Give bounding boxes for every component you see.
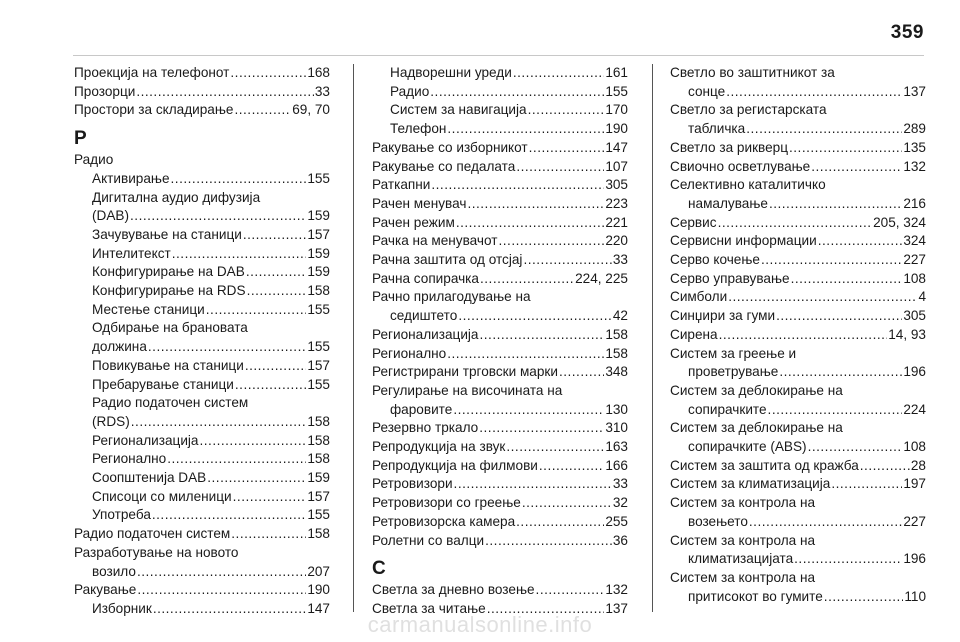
- index-entry-page: 161: [605, 65, 628, 80]
- index-entry: [74, 83, 330, 102]
- index-entry-page: 159: [307, 208, 330, 224]
- index-entry-text: проветрување: [688, 364, 779, 380]
- index-entry-page: 147: [605, 139, 628, 155]
- index-entry: [670, 120, 926, 139]
- leader-dots: [447, 120, 604, 139]
- index-entry-page: 163: [605, 439, 628, 455]
- index-entry-page: 197: [903, 476, 926, 492]
- leader-dots: [230, 64, 306, 83]
- leader-dots: [718, 214, 873, 233]
- index-entry-text: Ракување: [74, 582, 137, 598]
- index-entry-text: Светло за рикверц: [670, 139, 788, 155]
- leader-dots: [499, 232, 605, 251]
- index-entry-page: 207: [307, 563, 330, 579]
- index-entry-page: 132: [903, 158, 926, 174]
- index-entry: [74, 263, 330, 282]
- index-entry-page: 155: [307, 376, 330, 392]
- index-entry: [372, 101, 628, 120]
- index-entry: [74, 207, 330, 226]
- leader-dots: [430, 83, 604, 102]
- leader-dots: [431, 176, 604, 195]
- index-entry-page: 190: [307, 582, 330, 598]
- index-entry: [74, 170, 330, 189]
- leader-dots: [726, 83, 902, 102]
- index-entry: [670, 158, 926, 177]
- leader-dots: [231, 525, 306, 544]
- index-heading: Систем за деблокирање на: [670, 420, 843, 436]
- index-entry: [372, 64, 628, 83]
- index-entry-text: Рачна сопирачка: [372, 270, 479, 286]
- index-entry-text: притисокот во гумите: [688, 588, 823, 604]
- index-heading: Радио податочен систем: [92, 395, 249, 411]
- leader-dots: [243, 226, 306, 245]
- column-divider: [652, 64, 653, 612]
- leader-dots: [746, 120, 902, 139]
- index-entry: [372, 345, 628, 364]
- index-entry-page: 166: [605, 457, 628, 473]
- index-entry-text: должина: [92, 339, 147, 355]
- leader-dots: [516, 158, 604, 177]
- index-entry-text: Ретровизори: [372, 476, 453, 492]
- index-entry: [670, 326, 926, 345]
- index-entry-text: Употреба: [92, 507, 151, 523]
- index-heading: Систем за контрола на: [670, 532, 816, 548]
- leader-dots: [528, 101, 605, 120]
- index-entry-text: Серво кочење: [670, 252, 760, 268]
- index-entry-page: 33: [612, 252, 628, 268]
- index-column-3: [670, 64, 926, 606]
- index-heading: Разработување на новото: [74, 544, 239, 560]
- index-entry-page: 147: [307, 600, 330, 616]
- index-entry: [74, 469, 330, 488]
- leader-dots: [779, 363, 902, 382]
- leader-dots: [860, 457, 910, 476]
- leader-dots: [522, 494, 612, 513]
- index-entry-page: 159: [307, 264, 330, 280]
- leader-dots: [728, 288, 917, 307]
- leader-dots: [456, 214, 605, 233]
- leader-dots: [447, 345, 604, 364]
- index-entry: [372, 214, 628, 233]
- leader-dots: [167, 450, 306, 469]
- leader-dots: [200, 432, 307, 451]
- index-entry-page: 33: [314, 83, 330, 99]
- index-entry-page: 108: [903, 270, 926, 286]
- index-entry-text: Телефон: [390, 121, 447, 137]
- index-entry: [372, 232, 628, 251]
- index-entry-text: сопирачките (ABS): [688, 439, 807, 455]
- index-entry: [670, 457, 926, 476]
- index-entry-text: намалување: [688, 195, 768, 211]
- index-entry-page: 223: [605, 195, 628, 211]
- index-entry: [74, 432, 330, 451]
- index-entry-text: Светла за читање: [372, 600, 486, 616]
- index-heading: Селективно каталитичко: [670, 177, 826, 193]
- leader-dots: [513, 64, 604, 83]
- index-entry-page: 205, 324: [873, 214, 926, 230]
- index-entry-page: 305: [903, 308, 926, 324]
- index-entry: [372, 494, 628, 513]
- index-entry-text: Пребарување станици: [92, 376, 234, 392]
- index-entry-page: 69, 70: [292, 102, 330, 118]
- index-entry: [670, 214, 926, 233]
- index-entry-text: табличка: [688, 121, 746, 137]
- index-entry-text: (DAB): [92, 208, 130, 224]
- index-entry-text: Сирена: [670, 326, 718, 342]
- index-entry: [670, 270, 926, 289]
- leader-dots: [234, 101, 291, 120]
- index-entry-text: Радио: [390, 83, 430, 99]
- index-entry: [372, 158, 628, 177]
- leader-dots: [818, 232, 903, 251]
- section-letter: Р: [74, 128, 87, 150]
- index-entry-text: Надворешни уреди: [390, 65, 512, 80]
- index-entry-text: Симболи: [670, 289, 728, 305]
- index-entry-text: Регионално: [92, 451, 167, 467]
- index-entry-text: Рачка на менувачот: [372, 233, 498, 249]
- index-entry: [670, 195, 926, 214]
- index-entry-text: Рачен менувач: [372, 195, 467, 211]
- index-entry-text: Повикување на станици: [92, 357, 244, 373]
- index-entry-text: Ролетни со валци: [372, 532, 485, 548]
- index-entry-text: Изборник: [92, 600, 152, 616]
- index-heading: Систем за контрола на: [670, 495, 816, 511]
- leader-dots: [523, 251, 611, 270]
- index-entry-text: Простори за складирање: [74, 102, 234, 118]
- leader-dots: [768, 401, 903, 420]
- index-entry: [74, 376, 330, 395]
- index-entry-page: 42: [612, 308, 628, 324]
- index-entry-page: 310: [605, 420, 628, 436]
- index-entry: [670, 401, 926, 420]
- index-entry: [74, 301, 330, 320]
- index-entry-page: 36: [612, 532, 628, 548]
- leader-dots: [776, 307, 902, 326]
- index-entry: [74, 64, 330, 83]
- index-heading: Светло за регистарската: [670, 102, 827, 118]
- index-entry-text: Зачувување на станици: [92, 226, 242, 242]
- index-entry-text: сопирачките: [688, 401, 767, 417]
- index-entry-text: Ракување со изборникот: [372, 139, 528, 155]
- index-entry-page: 170: [605, 102, 628, 118]
- index-entry-page: 159: [307, 470, 330, 486]
- index-entry-text: возило: [92, 563, 136, 579]
- page-number: 359: [890, 22, 924, 43]
- index-entry: [372, 475, 628, 494]
- index-entry-page: 324: [903, 233, 926, 249]
- column-divider: [353, 64, 354, 612]
- index-entry-text: Радио податочен систем: [74, 526, 231, 542]
- header-rule: [73, 55, 924, 56]
- index-entry: [372, 326, 628, 345]
- index-entry-page: 216: [903, 195, 926, 211]
- index-entry: [74, 357, 330, 376]
- index-entry-page: 190: [605, 121, 628, 137]
- leader-dots: [206, 301, 307, 320]
- index-entry-page: 348: [605, 364, 628, 380]
- section-letter: С: [372, 558, 386, 580]
- index-entry-page: 255: [605, 513, 628, 529]
- index-entry-text: седиштето: [390, 308, 458, 324]
- index-entry-page: 158: [605, 345, 628, 361]
- index-entry: [372, 581, 628, 600]
- leader-dots: [761, 251, 902, 270]
- index-entry-text: Соопштенија DAB: [92, 470, 207, 486]
- index-entry: [670, 475, 926, 494]
- index-entry: [372, 457, 628, 476]
- index-entry-page: 157: [307, 357, 330, 373]
- index-entry-page: 158: [307, 526, 330, 542]
- leader-dots: [529, 139, 605, 158]
- index-entry-text: Регионално: [372, 345, 447, 361]
- index-entry: [74, 488, 330, 507]
- index-entry: [670, 513, 926, 532]
- index-entry: [372, 401, 628, 420]
- leader-dots: [233, 488, 307, 507]
- index-entry-text: Активирање: [92, 170, 170, 186]
- index-heading: Радио: [74, 152, 114, 168]
- index-entry-text: Ретровизори со греење: [372, 495, 521, 511]
- index-entry-text: Регионализација: [372, 326, 479, 342]
- index-entry-text: Раткапни: [372, 177, 431, 193]
- leader-dots: [808, 438, 903, 457]
- leader-dots: [485, 532, 612, 551]
- index-entry-text: Резервно тркало: [372, 420, 479, 436]
- index-entry-text: фаровите: [390, 401, 453, 417]
- index-entry-text: Ракување со педалата: [372, 158, 516, 174]
- index-column-2: [372, 64, 628, 619]
- index-entry-text: Сервис: [670, 214, 717, 230]
- index-entry-text: Конфигурирање на RDS: [92, 283, 246, 299]
- leader-dots: [479, 419, 604, 438]
- index-entry-page: 227: [903, 513, 926, 529]
- index-entry: [670, 232, 926, 251]
- index-entry-page: 168: [307, 65, 330, 80]
- index-entry-page: 227: [903, 252, 926, 268]
- leader-dots: [136, 83, 314, 102]
- index-entry: [372, 307, 628, 326]
- index-entry-page: 155: [307, 301, 330, 317]
- index-entry: [74, 581, 330, 600]
- index-column-1: [74, 64, 330, 619]
- index-entry-page: 157: [307, 488, 330, 504]
- index-entry-text: Рачен режим: [372, 214, 455, 230]
- leader-dots: [467, 195, 604, 214]
- index-entry-text: климатизацијата: [688, 551, 794, 567]
- index-entry-page: 155: [307, 170, 330, 186]
- index-entry: [372, 195, 628, 214]
- index-entry-page: 155: [307, 339, 330, 355]
- index-entry-page: 158: [307, 451, 330, 467]
- index-entry: [372, 120, 628, 139]
- index-entry-page: 221: [605, 214, 628, 230]
- leader-dots: [789, 139, 902, 158]
- index-heading: Светло во заштитникот за: [670, 65, 835, 80]
- index-entry-text: (RDS): [92, 413, 130, 429]
- index-entry: [670, 139, 926, 158]
- index-entry: [372, 83, 628, 102]
- leader-dots: [769, 195, 902, 214]
- index-entry: [372, 251, 628, 270]
- leader-dots: [794, 550, 902, 569]
- leader-dots: [137, 581, 306, 600]
- index-entry-text: Свиочно осветлување: [670, 158, 811, 174]
- leader-dots: [235, 376, 306, 395]
- index-entry: [74, 282, 330, 301]
- index-entry: [670, 307, 926, 326]
- index-entry: [74, 338, 330, 357]
- index-entry-text: Систем за заштита од кражба: [670, 457, 859, 473]
- leader-dots: [171, 170, 307, 189]
- index-entry-page: 135: [903, 139, 926, 155]
- index-entry-page: 155: [307, 507, 330, 523]
- index-entry-text: Интелитекст: [92, 245, 171, 261]
- index-entry: [74, 450, 330, 469]
- index-entry: [74, 506, 330, 525]
- index-heading: Регулирање на височината на: [372, 382, 563, 398]
- index-entry: [372, 438, 628, 457]
- index-entry: [670, 251, 926, 270]
- index-entry-page: 107: [605, 158, 628, 174]
- index-entry-page: 220: [605, 233, 628, 249]
- index-entry-text: Репродукција на звук: [372, 439, 506, 455]
- index-entry: [372, 419, 628, 438]
- index-entry: [372, 176, 628, 195]
- index-entry-page: 158: [307, 283, 330, 299]
- index-entry-page: 158: [605, 326, 628, 342]
- leader-dots: [207, 469, 306, 488]
- index-entry-text: Рачна заштита од отсјај: [372, 252, 523, 268]
- index-entry-page: 158: [307, 413, 330, 429]
- index-entry-page: 196: [903, 364, 926, 380]
- index-entry-text: Систем за навигација: [390, 102, 527, 118]
- leader-dots: [516, 513, 604, 532]
- leader-dots: [831, 475, 902, 494]
- index-entry-text: Регионализација: [92, 432, 199, 448]
- index-entry: [74, 245, 330, 264]
- index-entry-text: Проекција на телефонот: [74, 65, 230, 80]
- index-entry: [74, 101, 330, 120]
- leader-dots: [246, 263, 306, 282]
- leader-dots: [152, 506, 306, 525]
- index-entry-page: 196: [903, 551, 926, 567]
- index-entry: [372, 532, 628, 551]
- index-entry-text: Конфигурирање на DAB: [92, 264, 245, 280]
- index-entry-page: 110: [904, 588, 926, 604]
- index-entry: [74, 413, 330, 432]
- index-entry: [670, 550, 926, 569]
- index-entry-text: Местење станици: [92, 301, 205, 317]
- leader-dots: [247, 282, 307, 301]
- leader-dots: [131, 413, 307, 432]
- index-entry-page: 33: [612, 476, 628, 492]
- index-entry-text: Прозорци: [74, 83, 136, 99]
- index-entry-page: 137: [605, 600, 628, 616]
- index-entry-page: 157: [307, 226, 330, 242]
- index-entry-text: сонце: [688, 83, 726, 99]
- leader-dots: [536, 581, 605, 600]
- footer-watermark: carmanualsonline.info: [367, 612, 593, 637]
- index-entry-page: 108: [903, 439, 926, 455]
- leader-dots: [480, 270, 574, 289]
- index-entry-text: Сервисни информации: [670, 233, 817, 249]
- index-entry: [372, 139, 628, 158]
- index-entry-page: 14, 93: [888, 326, 926, 342]
- index-entry-page: 224: [903, 401, 926, 417]
- leader-dots: [811, 158, 902, 177]
- index-entry-page: 159: [307, 245, 330, 261]
- index-heading: Дигитална аудио дифузија: [92, 189, 261, 205]
- index-entry: [670, 83, 926, 102]
- index-entry-text: Серво управување: [670, 270, 790, 286]
- index-entry-page: 224, 225: [575, 270, 628, 286]
- index-entry: [670, 288, 926, 307]
- leader-dots: [458, 307, 612, 326]
- index-heading: Систем за деблокирање на: [670, 382, 843, 398]
- index-entry: [372, 363, 628, 382]
- index-entry: [670, 438, 926, 457]
- leader-dots: [130, 207, 306, 226]
- index-entry-page: 137: [903, 83, 926, 99]
- index-entry-page: 130: [605, 401, 628, 417]
- leader-dots: [480, 326, 605, 345]
- index-entry: [74, 226, 330, 245]
- leader-dots: [453, 401, 604, 420]
- leader-dots: [245, 357, 307, 376]
- index-entry-page: 28: [910, 457, 926, 473]
- index-entry-page: 32: [612, 495, 628, 511]
- index-entry-page: 158: [307, 432, 330, 448]
- index-entry-page: 289: [903, 121, 926, 137]
- index-entry-page: 4: [918, 289, 926, 305]
- index-entry: [372, 270, 628, 289]
- index-entry: [74, 563, 330, 582]
- index-entry-text: Ретровизорска камера: [372, 513, 516, 529]
- leader-dots: [559, 363, 604, 382]
- index-entry-text: Светла за дневно возење: [372, 582, 535, 598]
- leader-dots: [824, 588, 904, 607]
- index-entry-page: 155: [605, 83, 628, 99]
- index-entry-page: 305: [605, 177, 628, 193]
- index-entry: [670, 363, 926, 382]
- index-entry-text: Списоци со миленици: [92, 488, 232, 504]
- index-heading: Рачно прилагодување на: [372, 289, 531, 305]
- index-entry-page: 132: [605, 582, 628, 598]
- index-entry-text: Репродукција на филмови: [372, 457, 538, 473]
- index-entry-text: Систем за климатизација: [670, 476, 831, 492]
- leader-dots: [172, 245, 307, 264]
- index-entry: [670, 588, 926, 607]
- index-heading: Одбирање на брановата: [92, 320, 248, 336]
- index-entry: [372, 513, 628, 532]
- index-entry-text: Регистрирани трговски марки: [372, 364, 558, 380]
- leader-dots: [506, 438, 604, 457]
- leader-dots: [749, 513, 902, 532]
- leader-dots: [137, 563, 306, 582]
- index-heading: Систем за греење и: [670, 345, 797, 361]
- index-entry: [74, 525, 330, 544]
- leader-dots: [539, 457, 604, 476]
- leader-dots: [719, 326, 888, 345]
- leader-dots: [791, 270, 903, 289]
- index-entry-text: Синџири за гуми: [670, 308, 776, 324]
- index-heading: Систем за контрола на: [670, 569, 816, 585]
- leader-dots: [148, 338, 306, 357]
- leader-dots: [454, 475, 612, 494]
- index-entry-text: возењето: [688, 513, 748, 529]
